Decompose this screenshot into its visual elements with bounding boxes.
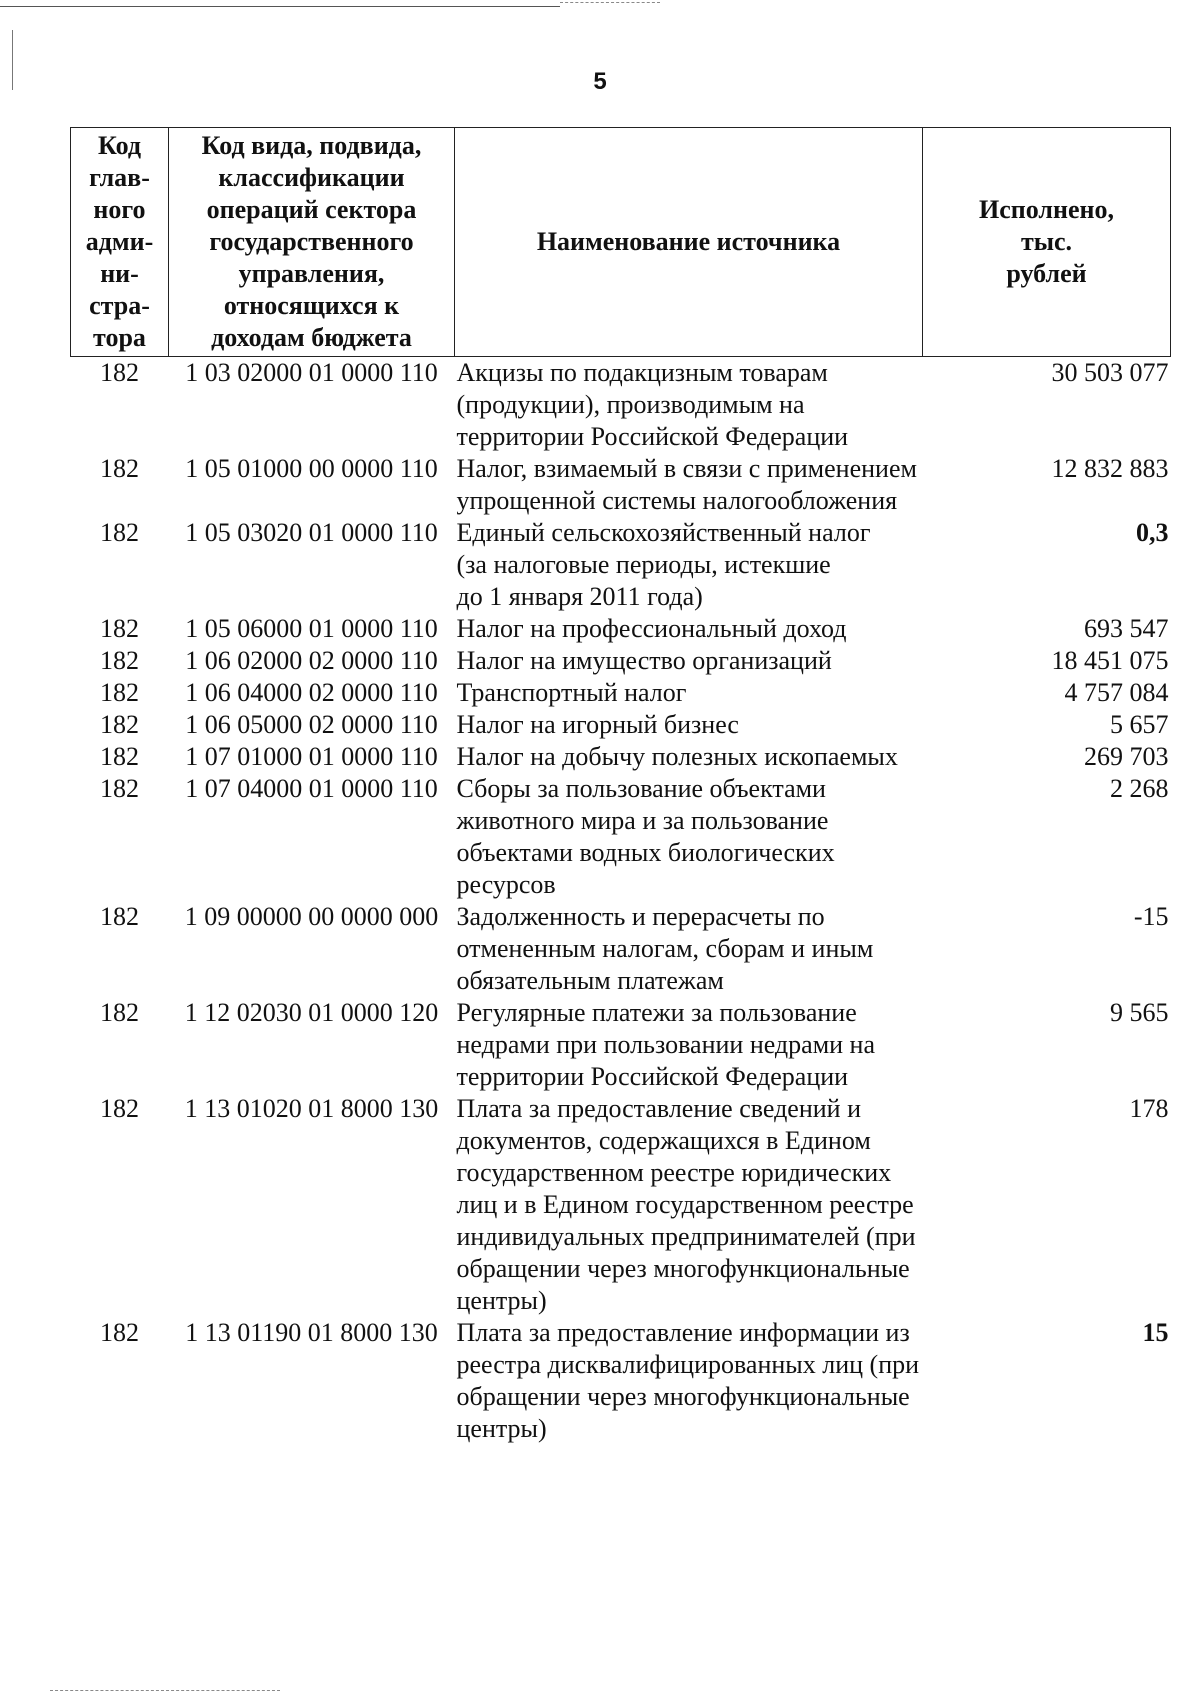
- cell-name: Налог на профессиональный доход: [456, 614, 847, 643]
- table-row: [71, 901, 1171, 997]
- revenue-table: [70, 127, 1171, 1445]
- cell-code: 1 07 01000 01 0000 110: [185, 742, 438, 771]
- cell-code: 1 05 01000 00 0000 110: [185, 454, 438, 483]
- cell-admin: 182: [100, 998, 139, 1027]
- cell-amount: 9 565: [1110, 998, 1169, 1027]
- table-row: [71, 741, 1171, 773]
- cell-name: Налог на имущество организаций: [456, 646, 832, 675]
- cell-amount: 30 503 077: [1051, 358, 1169, 387]
- cell-code: 1 07 04000 01 0000 110: [185, 774, 438, 803]
- cell-admin: 182: [100, 742, 139, 771]
- cell-admin: 182: [100, 710, 139, 739]
- cell-admin: 182: [100, 518, 139, 547]
- cell-name: Задолженность и перерасчеты по отмененным налогам, сборам и иным обязательным платежам: [456, 902, 874, 995]
- cell-admin: 182: [100, 454, 139, 483]
- cell-amount: 178: [1129, 1094, 1169, 1123]
- scan-artifact-bottom-line: [50, 1690, 280, 1691]
- cell-name: Акцизы по подакцизным товарам (продукции), производимым на территории Российской Федерации: [456, 358, 849, 451]
- cell-name: Регулярные платежи за пользование недрами при пользовании недрами на территории Российской Федерации: [456, 998, 876, 1091]
- table-row: [71, 677, 1171, 709]
- cell-code: 1 13 01190 01 8000 130: [185, 1318, 438, 1347]
- cell-amount: 0,3: [1136, 518, 1169, 547]
- scan-artifact-top-line: [0, 6, 560, 7]
- cell-name: Плата за предоставление сведений и документов, содержащихся в Едином государственном реестре юридических лиц и в Едином государственном реестре индивидуальных предпринимателей (при обращении через многофункциональные центры): [456, 1094, 916, 1315]
- cell-code: 1 06 05000 02 0000 110: [185, 710, 438, 739]
- table-row: [71, 997, 1171, 1093]
- cell-code: 1 09 00000 00 0000 000: [184, 902, 439, 931]
- table-row: [71, 453, 1171, 517]
- table-row: [71, 773, 1171, 901]
- table-row: [71, 517, 1171, 613]
- cell-amount: 12 832 883: [1051, 454, 1169, 483]
- cell-name: Единый сельскохозяйственный налог (за налоговые периоды, истекшие до 1 января 2011 года): [456, 518, 871, 611]
- table-row: [71, 613, 1171, 645]
- page-number: 5: [593, 68, 607, 95]
- cell-amount: 2 268: [1110, 774, 1169, 803]
- scan-artifact-top-mark: [560, 2, 660, 7]
- cell-code: 1 05 03020 01 0000 110: [185, 518, 438, 547]
- cell-amount: 269 703: [1084, 742, 1169, 771]
- header-admin-code: Код глав- ного адми- ни- стра- тора: [71, 128, 169, 357]
- cell-admin: 182: [100, 678, 139, 707]
- cell-admin: 182: [100, 646, 139, 675]
- header-source-name: Наименование источника: [455, 128, 923, 357]
- cell-code: 1 03 02000 01 0000 110: [185, 358, 438, 387]
- cell-admin: 182: [100, 358, 139, 387]
- cell-name: Транспортный налог: [456, 678, 687, 707]
- cell-amount: 18 451 075: [1051, 646, 1169, 675]
- cell-admin: 182: [100, 614, 139, 643]
- table-row: [71, 1317, 1171, 1445]
- cell-admin: 182: [100, 774, 139, 803]
- cell-admin: 182: [100, 1318, 139, 1347]
- header-executed: Исполнено, тыс. рублей: [923, 128, 1171, 357]
- cell-amount: 5 657: [1110, 710, 1169, 739]
- cell-code: 1 06 02000 02 0000 110: [185, 646, 438, 675]
- cell-code: 1 06 04000 02 0000 110: [185, 678, 438, 707]
- cell-name: Налог на игорный бизнес: [456, 710, 739, 739]
- table-row: [71, 709, 1171, 741]
- cell-amount: 693 547: [1084, 614, 1169, 643]
- cell-admin: 182: [100, 1094, 139, 1123]
- cell-name: Плата за предоставление информации из реестра дисквалифицированных лиц (при обращении через многофункциональные центры): [456, 1318, 920, 1443]
- cell-code: 1 05 06000 01 0000 110: [185, 614, 438, 643]
- cell-name: Налог, взимаемый в связи с применением упрощенной системы налогообложения: [456, 454, 917, 515]
- table-row: [71, 357, 1171, 454]
- header-type-code: Код вида, подвида, классификации операций сектора государственного управления, относящихся к доходам бюджета: [169, 128, 455, 357]
- cell-admin: 182: [100, 902, 139, 931]
- cell-code: 1 12 02030 01 0000 120: [184, 998, 439, 1027]
- cell-name: Сборы за пользование объектами животного мира и за пользование объектами водных биологических ресурсов: [456, 774, 835, 899]
- table-row: [71, 1093, 1171, 1317]
- cell-name: Налог на добычу полезных ископаемых: [456, 742, 898, 771]
- cell-code: 1 13 01020 01 8000 130: [184, 1094, 439, 1123]
- table-header-row: [71, 128, 1171, 357]
- cell-amount: 4 757 084: [1064, 678, 1169, 707]
- cell-amount: -15: [1133, 902, 1169, 931]
- table-row: [71, 645, 1171, 677]
- cell-amount: 15: [1142, 1318, 1169, 1347]
